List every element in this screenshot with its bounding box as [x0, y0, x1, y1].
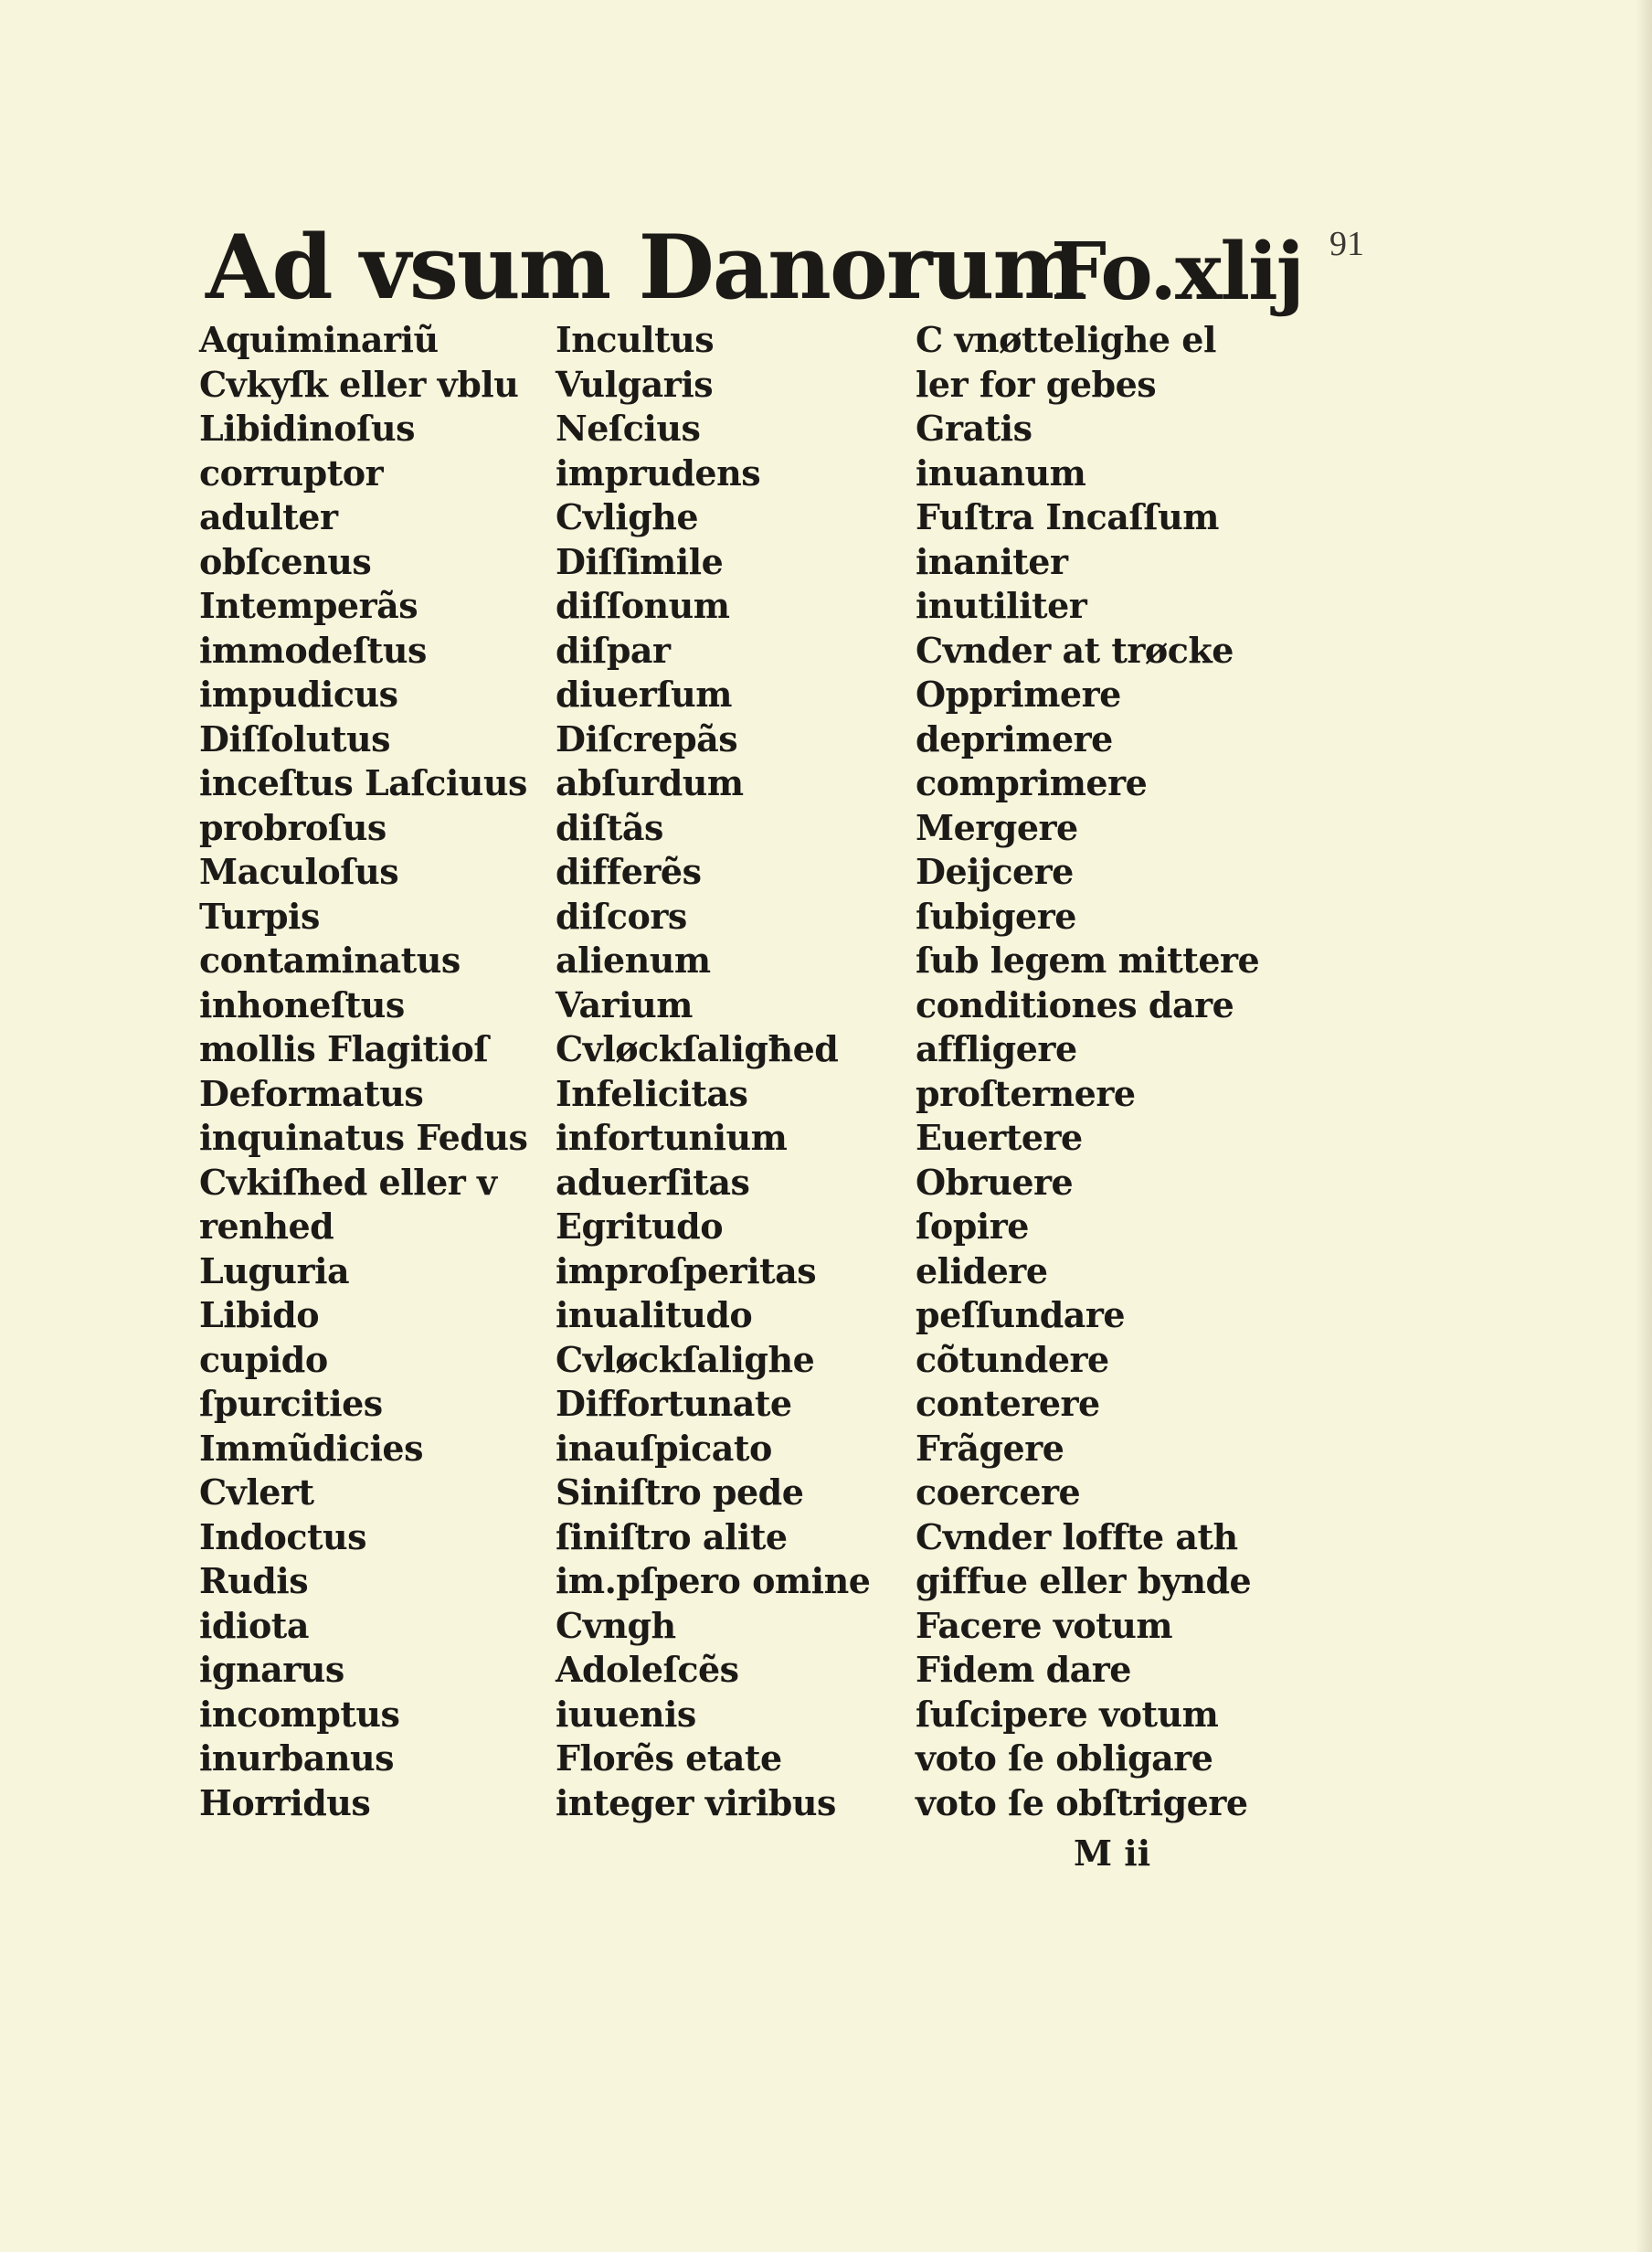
glossary-entry: diuerſum [556, 674, 733, 715]
glossary-entry: im.pſpero omine [556, 1560, 871, 1601]
glossary-entry: differẽs [556, 851, 702, 892]
glossary-entry: cõtundere [916, 1338, 1109, 1380]
glossary-entry: corruptor [199, 451, 384, 494]
glossary-entry: ſuſcipere votum [916, 1693, 1219, 1735]
glossary-entry: impudicus [199, 674, 398, 715]
glossary-entry: Cvnder loffte ath [916, 1515, 1238, 1557]
glossary-entry: inaniter [916, 540, 1068, 582]
glossary-entry: Cvlert [199, 1471, 314, 1513]
glossary-entry: elidere [916, 1249, 1048, 1291]
glossary-entry: Cvkyſk eller vblu [199, 363, 519, 405]
glossary-entry: coercere [916, 1471, 1081, 1513]
glossary-entry: diſcors [556, 895, 687, 937]
glossary-entry: conterere [916, 1383, 1100, 1424]
glossary-entry: iuuenis [556, 1693, 696, 1735]
glossary-entry: Cvlighe [556, 496, 699, 537]
glossary-entry: Diſcrepãs [556, 717, 738, 760]
glossary-entry: Immũdicies [199, 1427, 423, 1469]
glossary-entry: immodeſtus [199, 629, 427, 671]
glossary-entry: ſpurcities [199, 1383, 383, 1424]
glossary-entry: Mergere [916, 806, 1078, 848]
glossary-entry: conditiones dare [916, 983, 1234, 1025]
glossary-entry: inurbanus [199, 1737, 395, 1779]
glossary-entry: diſtãs [556, 806, 663, 848]
glossary-entry: infortunium [556, 1117, 788, 1158]
glossary-entry: Obruere [916, 1161, 1074, 1203]
glossary-entry: probroſus [199, 806, 387, 848]
glossary-entry: Diffortunate [556, 1383, 792, 1424]
glossary-entry: Adoleſcẽs [556, 1649, 739, 1690]
glossary-entry: Libidinoſus [199, 408, 416, 449]
glossary-entry: Gratis [916, 408, 1032, 449]
glossary-entry: Varium [556, 983, 693, 1025]
glossary-entry: inualitudo [556, 1294, 753, 1335]
glossary-entry: Luguria [199, 1249, 350, 1291]
glossary-entry: ſopire [916, 1206, 1029, 1247]
glossary-entry: Fidem dare [916, 1649, 1131, 1690]
glossary-entry: Deijcere [916, 851, 1074, 892]
glossary-entry: ler for gebes [916, 363, 1157, 405]
glossary-entry: inceſtus Laſciuus [199, 762, 527, 803]
glossary-entry: Aquiminariũ [199, 319, 439, 360]
glossary-entry: Opprimere [916, 674, 1121, 715]
glossary-entry: Indoctus [199, 1515, 367, 1557]
glossary-entry: Diſſolutus [199, 717, 391, 760]
glossary-entry: Deformatus [199, 1072, 424, 1114]
glossary-entry: mollis Flagitioſ [199, 1028, 489, 1069]
glossary-entry: inuanum [916, 451, 1086, 494]
page-edge-shadow [1636, 0, 1652, 2252]
glossary-entry: Fuſtra Incaſſum [916, 496, 1219, 537]
glossary-entry: Frãgere [916, 1427, 1064, 1469]
glossary-entry: Maculoſus [199, 851, 399, 892]
glossary-entry: ſubigere [916, 895, 1076, 937]
glossary-entry: incomptus [199, 1693, 400, 1735]
glossary-entry: Cvngh [556, 1604, 676, 1646]
glossary-entry: diſſonum [556, 585, 730, 626]
signature-mark: M ii [1074, 1832, 1151, 1874]
glossary-entry: Facere votum [916, 1604, 1173, 1646]
glossary-entry: Florẽs etate [556, 1737, 782, 1779]
glossary-entry: Rudis [199, 1560, 309, 1601]
running-head: Ad vsum Danorum [206, 216, 1084, 319]
glossary-entry: Horridus [199, 1781, 371, 1823]
glossary-entry: aduerſitas [556, 1161, 750, 1203]
page-number: 91 [1329, 225, 1364, 263]
glossary-entry: deprimere [916, 717, 1113, 760]
glossary-entry: inutiliter [916, 585, 1087, 626]
glossary-entry: C vnøttelighe el [916, 319, 1216, 360]
glossary-entry: contaminatus [199, 940, 461, 981]
glossary-entry: ſiniſtro alite [556, 1515, 788, 1557]
glossary-entry: Neſcius [556, 408, 701, 449]
glossary-entry: comprimere [916, 762, 1148, 803]
glossary-entry: inquinatus Fedus [199, 1117, 528, 1158]
glossary-entry: Euertere [916, 1117, 1083, 1158]
column-left [199, 318, 546, 1825]
glossary-entry: peſſundare [916, 1294, 1126, 1335]
folio-number: Fo.xlij [1051, 226, 1303, 318]
glossary-entry: giffue eller bynde [916, 1560, 1252, 1601]
glossary-entry: alienum [556, 940, 711, 981]
glossary-entry: obſcenus [199, 540, 372, 582]
glossary-entry: integer viribus [556, 1781, 836, 1823]
column-right [916, 318, 1267, 1825]
glossary-entry: Incultus [556, 319, 715, 360]
glossary-entry: Egritudo [556, 1206, 724, 1247]
glossary-entry: affligere [916, 1028, 1077, 1069]
glossary-entry: renhed [199, 1206, 334, 1247]
glossary-entry: improſperitas [556, 1249, 817, 1291]
glossary-entry: Siniſtro pede [556, 1471, 804, 1513]
column-middle [556, 318, 912, 1825]
glossary-entry: diſpar [556, 629, 671, 671]
glossary-entry: abſurdum [556, 762, 744, 803]
glossary-entry: ſub legem mittere [916, 940, 1260, 981]
glossary-entry: Turpis [199, 895, 320, 937]
glossary-entry: inauſpicato [556, 1427, 772, 1469]
glossary-entry: Infelicitas [556, 1072, 748, 1114]
glossary-entry: Libido [199, 1294, 320, 1335]
glossary-entry: Cvnder at trøcke [916, 629, 1234, 671]
glossary-entry: adulter [199, 496, 338, 537]
glossary-entry: voto ſe obſtrigere [916, 1781, 1248, 1823]
glossary-entry: voto ſe obligare [916, 1737, 1213, 1779]
glossary-entry: Cvløckſalighe [556, 1338, 815, 1380]
glossary-entry: proſternere [916, 1072, 1136, 1114]
glossary-entry: inhoneſtus [199, 983, 405, 1025]
glossary-entry: Cvløckſaligħed [556, 1028, 839, 1069]
glossary-entry: Diſſimile [556, 540, 724, 582]
glossary-entry: Cvkiſhed eller v [199, 1161, 497, 1203]
glossary-entry: idiota [199, 1604, 309, 1646]
glossary-entry: ignarus [199, 1649, 344, 1690]
glossary-entry: cupido [199, 1338, 328, 1380]
glossary-entry: Intemperãs [199, 585, 418, 626]
glossary-entry: Vulgaris [556, 363, 714, 405]
glossary-entry: imprudens [556, 451, 761, 494]
